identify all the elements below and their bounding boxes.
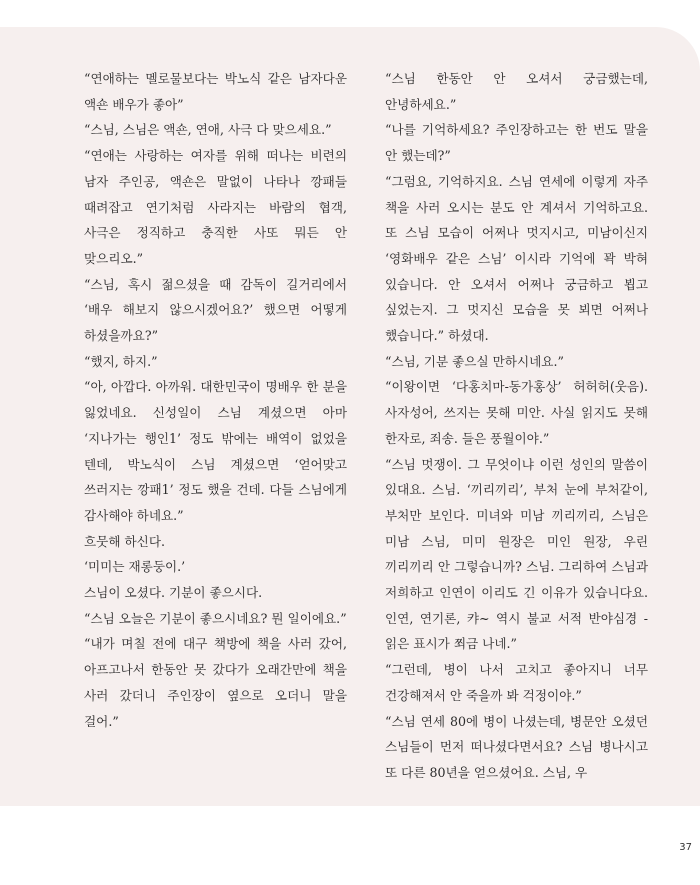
- paragraph: “내가 며칠 전에 대구 책방에 책을 사러 갔어, 아프고나서 한동안 못 갔다가 오래간만에 책을 사러 갔더니 주인장이 옆으로 오더니 말을 걸어.”: [84, 636, 347, 729]
- paragraph: “아, 아깝다. 아까워. 대한민국이 명배우 한 분을 잃었네요. 신성일이 스님 계셨으면 아마 ‘지나가는 행인1’ 정도 밖에는 배역이 없었을 텐데, 박노식이 스님 계셨으면 ‘얻어맞고 쓰러지는 깡패1’ 정도 했을 건데. 다들 스님에게 감사해야 하네요.”: [84, 379, 347, 523]
- paragraph: “스님, 기분 좋으실 만하시네요.”: [385, 353, 564, 369]
- paragraph: 스님이 오셨다. 기분이 좋으시다.: [84, 585, 263, 601]
- paragraph: 흐뭇해 하신다.: [84, 533, 165, 549]
- paragraph: “이왕이면 ‘다홍치마-동가홍상’ 허허허(웃음). 사자성어, 쓰지는 못해 미안. 사실 읽지도 못해 한자로, 죄송. 들은 풍월이야.”: [385, 379, 648, 446]
- left-column: [84, 66, 347, 734]
- paragraph: “스님 멋쟁이. 그 무엇이냐 이런 성인의 말씀이 있대요. 스님. ‘끼리끼리’, 부처 눈에 부처같이, 부처만 보인다. 미녀와 미남 끼리끼리, 스님은 미남 스님, 미미 원장은 미인 원장, 우린 끼리끼리 안 그렇습니까? 스님. 그리하여 스님과 저희하고 인연이 이리도 긴 이유가 있습니다요. 인연, 연기론, 캬~ 역시 불교 서적 반야심경 - 읽은 표시가 쬐금 나네.”: [385, 456, 648, 652]
- paragraph: “그런데, 병이 나서 고치고 좋아지니 너무 건강해져서 안 죽을까 봐 걱정이야.”: [385, 662, 648, 703]
- paragraph: “스님, 스님은 액숀, 연애, 사극 다 맞으세요.”: [84, 122, 332, 138]
- paragraph: “스님 연세 80에 병이 나셨는데, 병문안 오셨던 스님들이 먼저 떠나셨다면서요? 스님 병나시고 또 다른 80년을 얻으셨어요. 스님, 우: [385, 713, 648, 780]
- paragraph: “스님, 혹시 젊으셨을 때 감독이 길거리에서 ‘배우 해보지 않으시겠어요?’ 했으면 어떻게 하셨을까요?”: [84, 276, 347, 344]
- paragraph: “했지, 하지.”: [84, 353, 158, 369]
- paragraph: “연애는 사랑하는 여자를 위해 떠나는 비련의 남자 주인공, 액숀은 말없이 나타나 깡패들 때려잡고 연기처럼 사라지는 바람의 협객, 사극은 정직하고 충직한 사또 뭐든 안 맞으리오.”: [84, 148, 347, 266]
- paragraph: ‘미미는 재롱둥이.’: [84, 559, 186, 575]
- right-column: [385, 66, 648, 786]
- paragraph: “그럼요, 기억하지요. 스님 연세에 이렇게 자주 책을 사러 오시는 분도 안 계셔서 기억하고요. 또 스님 모습이 어쩌나 멋지시고, 미남이신지 ‘영화배우 같은 스님’ 이시라 기억에 꽉 박혀 있습니다. 안 오셔서 어쩌나 궁금하고 뵙고 싶었는지. 그 멋지신 모습을 못 뵈면 어쩌나 했습니다.” 하셨대.: [385, 173, 648, 344]
- paragraph: “연애하는 멜로물보다는 박노식 같은 남자다운 액숀 배우가 좋아”: [84, 71, 347, 112]
- paragraph: “스님 한동안 안 오셔서 궁금했는데, 안녕하세요.”: [385, 71, 648, 112]
- paragraph: “나를 기억하세요? 주인장하고는 한 번도 말을 안 했는데?”: [385, 122, 648, 164]
- paragraph: “스님 오늘은 기분이 좋으시네요? 뭔 일이에요.”: [84, 610, 347, 626]
- page-number: 37: [679, 842, 692, 853]
